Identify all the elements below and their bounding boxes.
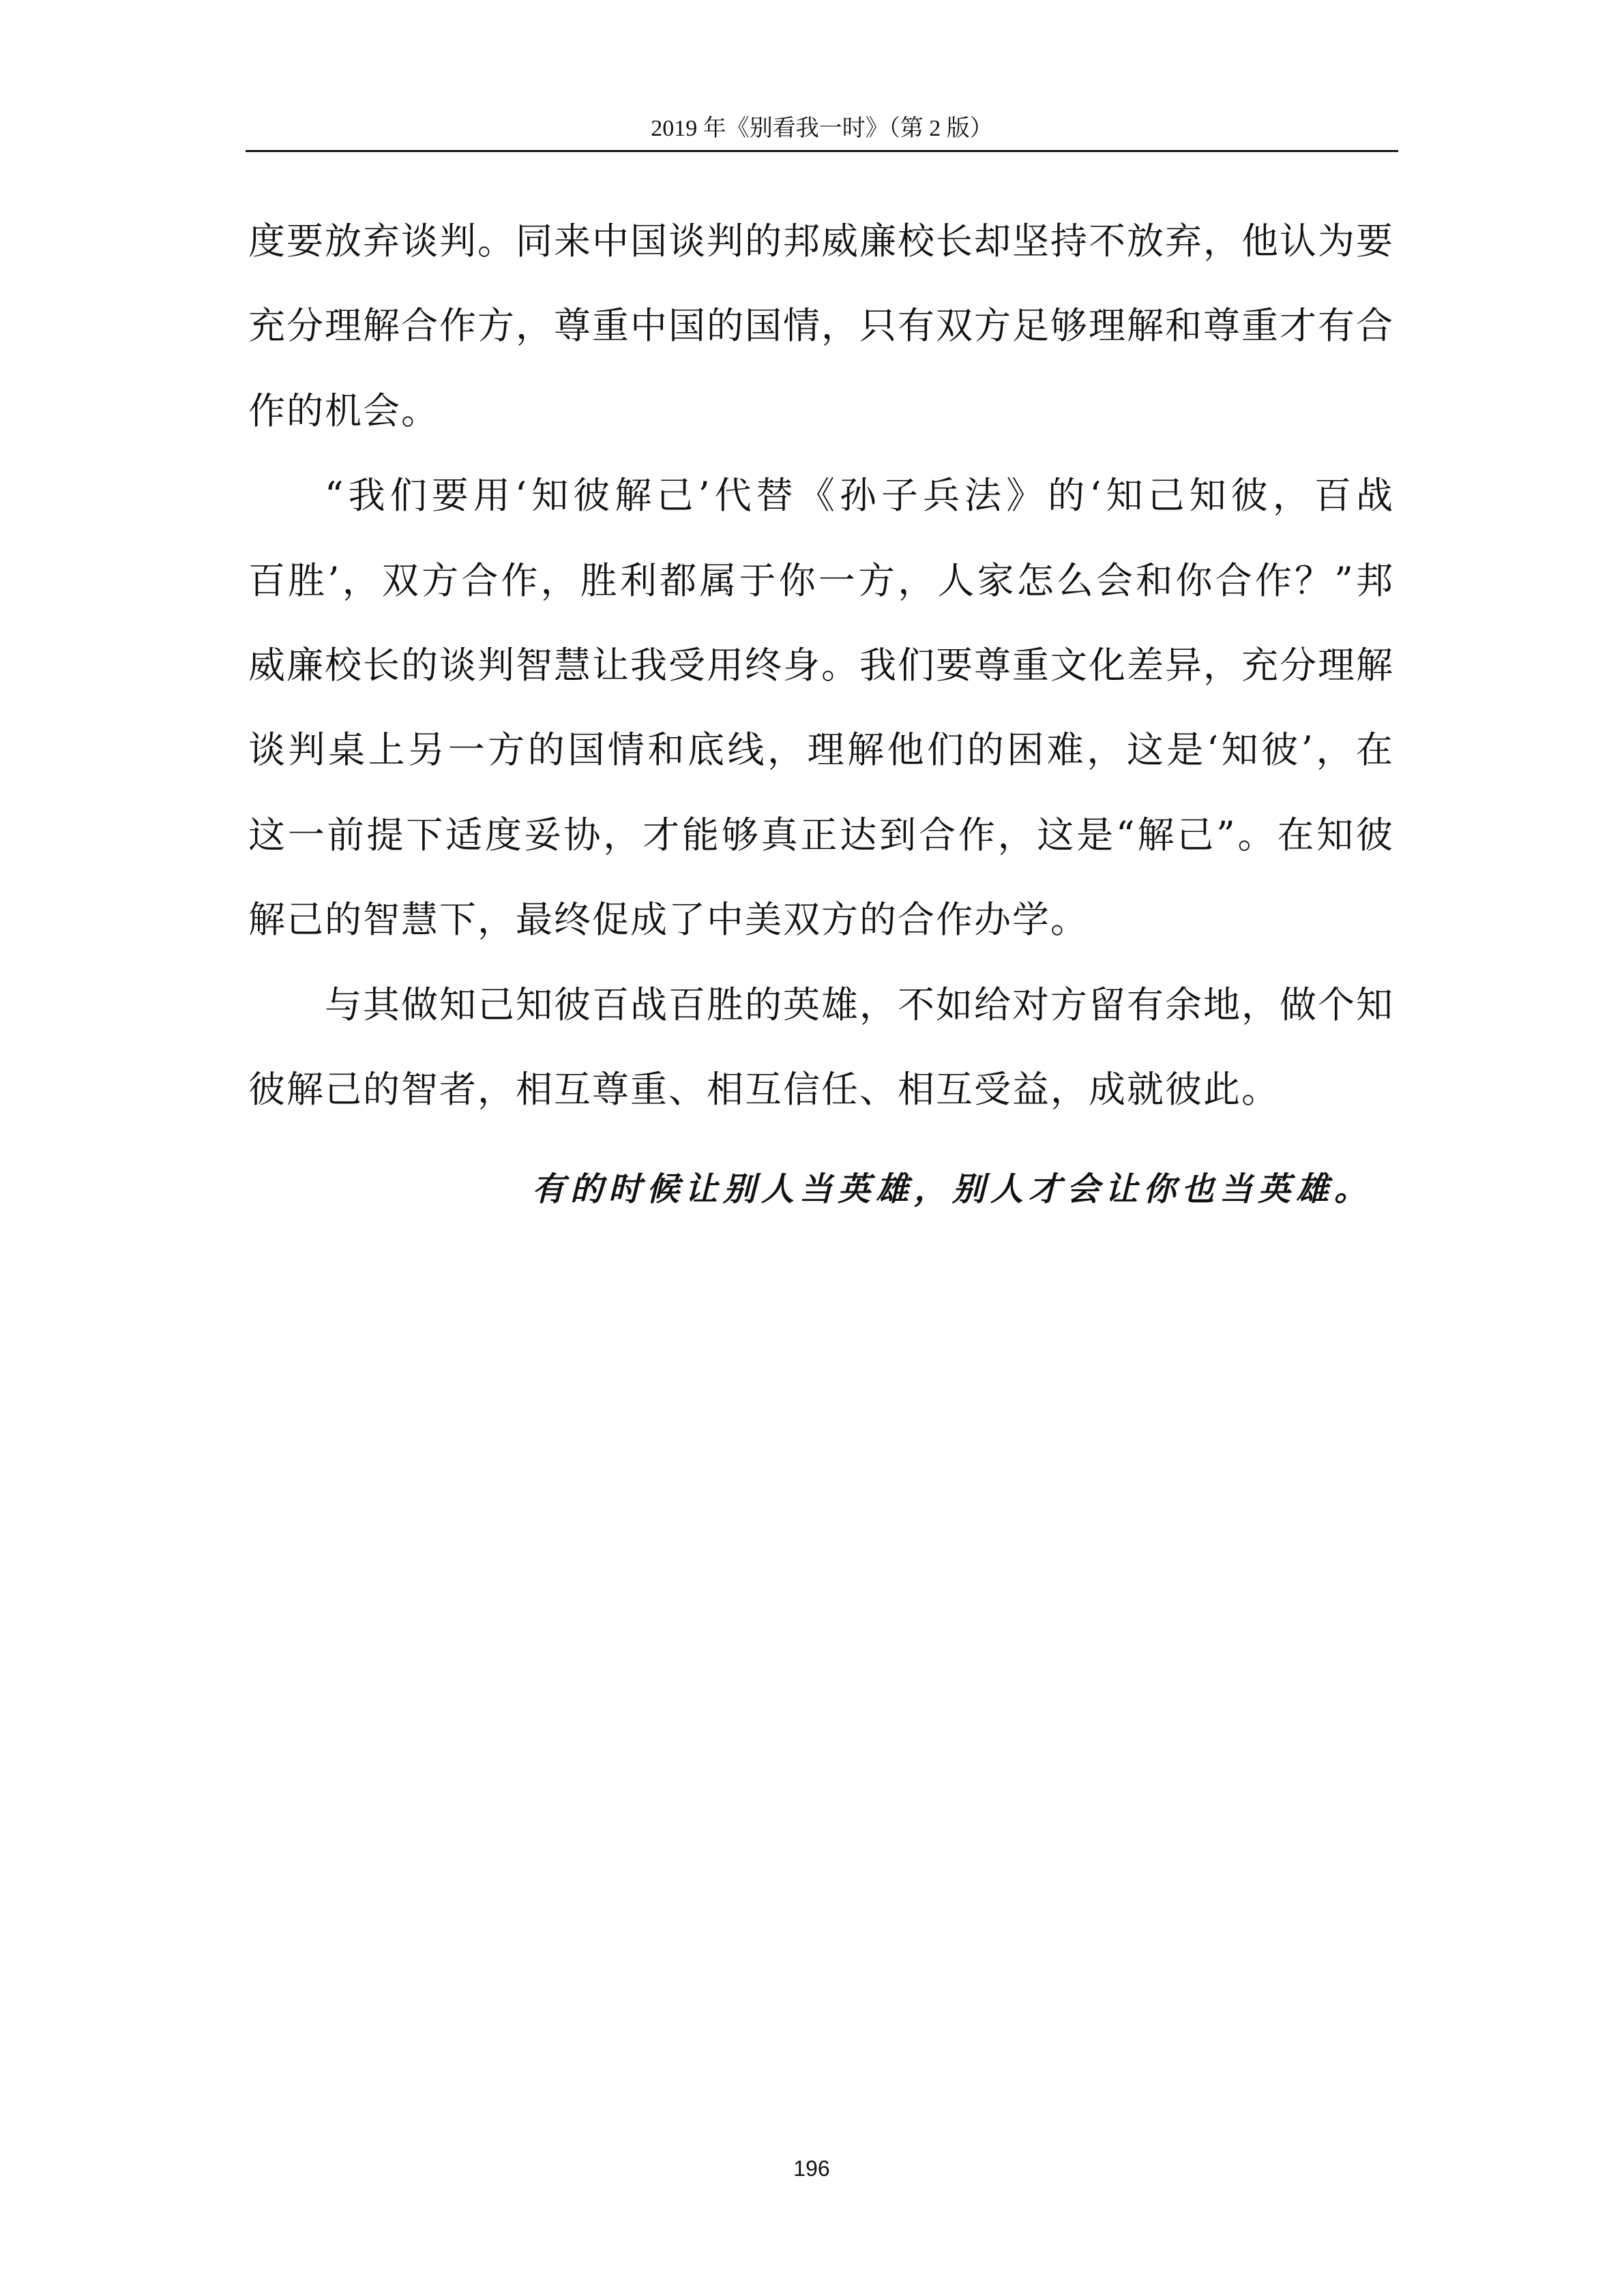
text-line: 这一前提下适度妥协，才能够真正达到合作，这是“解己”。在知彼 bbox=[248, 813, 1394, 856]
body-text bbox=[248, 199, 1394, 1132]
page-number: 196 bbox=[793, 2156, 830, 2181]
paragraph-2 bbox=[248, 453, 1394, 962]
text-line: 威廉校长的谈判智慧让我受用终身。我们要尊重文化差异，充分理解 bbox=[248, 644, 1394, 687]
text-line: “我们要用‘知彼解己’代替《孙子兵法》的‘知己知彼，百战 bbox=[325, 474, 1394, 518]
text-line: 解己的智慧下，最终促成了中美双方的合作办学。 bbox=[248, 898, 1089, 942]
paragraph-3 bbox=[248, 963, 1394, 1133]
closing-motto: 有的时候让别人当英雄，别人才会让你也当英雄。 bbox=[531, 1170, 1372, 1208]
text-line: 百胜’，双方合作，胜利都属于你一方，人家怎么会和你合作？”邦 bbox=[248, 558, 1394, 602]
running-header: 2019 年《别看我一时》（第 2 版） bbox=[651, 116, 993, 141]
text-line: 彼解己的智者，相互尊重、相互信任、相互受益，成就彼此。 bbox=[248, 1068, 1280, 1112]
text-line: 与其做知己知彼百战百胜的英雄，不如给对方留有余地，做个知 bbox=[325, 983, 1394, 1026]
text-line: 谈判桌上另一方的国情和底线，理解他们的困难，这是‘知彼’，在 bbox=[248, 728, 1394, 772]
paragraph-1 bbox=[248, 199, 1394, 453]
header-divider bbox=[246, 150, 1398, 152]
text-line: 作的机会。 bbox=[248, 389, 439, 432]
text-line: 充分理解合作方，尊重中国的国情，只有双方足够理解和尊重才有合 bbox=[248, 304, 1394, 348]
text-line: 度要放弃谈判。同来中国谈判的邦威廉校长却坚持不放弃，他认为要 bbox=[248, 220, 1394, 263]
